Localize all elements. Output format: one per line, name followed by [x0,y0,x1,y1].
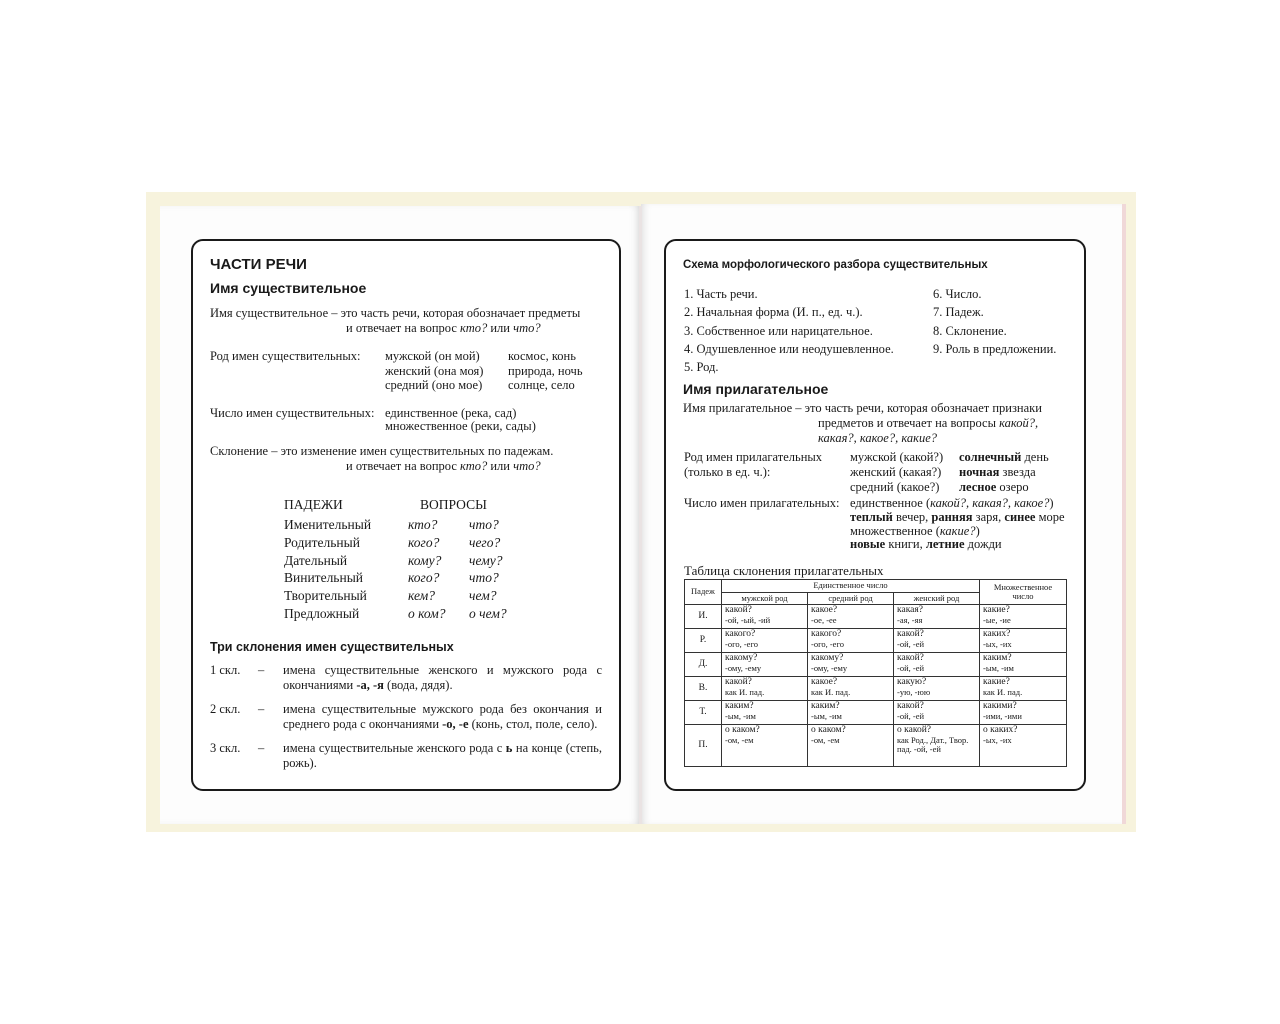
table-row [685,653,1067,677]
adjective-definition-line2: предметов и отвечает на вопросы какой?, [818,416,1039,430]
case-name: Винительный [284,570,363,585]
declension-dash: – [258,663,265,677]
table-row [685,725,1067,767]
cell-masculine: какой? как И. пад. [722,677,808,701]
header-neuter: средний род [808,592,894,605]
cell-feminine: какой? -ой, -ей [894,629,980,653]
noun-definition-line1: Имя существительное – это часть речи, которая обозначает предметы [210,306,581,320]
table-row [685,701,1067,725]
scheme-item: 5. Род. [684,360,719,374]
gender-f-examples: природа, ночь [508,364,583,378]
adj-gender-m: мужской (какой?) [850,450,944,464]
table-row [685,677,1067,701]
cell-masculine: какому? -ому, -ему [722,653,808,677]
noun-number-label: Число имен существительных: [210,406,375,420]
adj-gender-f-example: ночная звезда [959,465,1036,479]
page-title: ЧАСТИ РЕЧИ [210,256,307,273]
scheme-item: 1. Часть речи. [684,287,758,301]
row-case: И. [685,605,722,629]
cell-feminine: какую? -ую, -юю [894,677,980,701]
scheme-item: 6. Число. [933,287,982,301]
scheme-item: 3. Собственное или нарицательное. [684,324,873,338]
cell-masculine: о каком? -ом, -ем [722,725,808,767]
case-question-inanimate: что? [469,570,499,585]
adj-gender-f: женский (какая?) [850,465,942,479]
case-question-inanimate: о чем? [469,606,507,621]
adj-number-singular: единственное (какой?, какая?, какое?) [850,496,1054,510]
adj-gender-n: средний (какое?) [850,480,940,494]
scheme-heading: Схема морфологического разбора существительных [683,259,988,271]
adjective-gender-note: (только в ед. ч.): [684,465,771,479]
declension-label: 1 скл. [210,663,241,677]
adjective-gender-label: Род имен прилагательных [684,450,823,464]
cell-feminine: о какой? как Род., Дат., Твор. пад. -ой, -ей [894,725,980,767]
case-question-inanimate: что? [469,517,499,532]
noun-definition-line2: и отвечает на вопрос кто? или что? [346,321,541,335]
adj-number-singular-examples: теплый вечер, ранняя заря, синее море [850,510,1065,524]
case-question-animate: кто? [408,517,438,532]
case-name: Дательный [284,553,348,568]
adjective-definition-line3: какая?, какое?, какие? [818,431,938,445]
header-feminine: женский род [894,592,980,605]
declension-description: имена существительные женского рода с ь на конце (степь, рожь). [283,741,602,770]
scheme-item: 8. Склонение. [933,324,1007,338]
cell-plural: каких? -ых, -их [980,629,1067,653]
case-question-animate: кем? [408,588,435,603]
gender-m: мужской (он мой) [385,349,480,363]
cell-masculine: какой? -ой, -ый, -ий [722,605,808,629]
declension-label: 3 скл. [210,741,241,755]
case-name: Именительный [284,517,372,532]
questions-header: ВОПРОСЫ [420,497,487,512]
cell-plural: какие? -ые, -ие [980,605,1067,629]
adjective-definition-line1: Имя прилагательное – это часть речи, которая обозначает признаки [683,401,1042,415]
gender-f: женский (она моя) [385,364,484,378]
cell-plural: какие? как И. пад. [980,677,1067,701]
header-masculine: мужской род [722,592,808,605]
declension-description: имена существительные мужского рода без окончания и среднего рода с окончаниями -о, -е (конь, стол, поле, село). [283,702,602,731]
cell-neuter: о каком? -ом, -ем [808,725,894,767]
adj-number-plural-examples: новые книги, летние дожди [850,537,1002,551]
declension-description: имена существительные женского и мужского рода с окончаниями -а, -я (вода, дядя). [283,663,602,692]
book-spine [639,206,642,824]
table-header-row [685,580,1067,593]
case-question-inanimate: чего? [469,535,501,550]
cell-masculine: каким? -ым, -им [722,701,808,725]
number-plural: множественное (реки, сады) [385,419,536,433]
case-name: Родительный [284,535,360,550]
cell-neuter: какое? -ое, -ее [808,605,894,629]
case-name: Творительный [284,588,367,603]
row-case: П. [685,725,722,767]
cell-feminine: какая? -ая, -яя [894,605,980,629]
gender-m-examples: космос, конь [508,349,576,363]
header-case: Падеж [685,580,722,605]
adj-gender-n-example: лесное озеро [959,480,1029,494]
cell-plural: каким? -ым, -им [980,653,1067,677]
declension-label: 2 скл. [210,702,241,716]
table-row [685,605,1067,629]
case-name: Предложный [284,606,360,621]
three-declensions-heading: Три склонения имен существительных [210,640,454,654]
scheme-item: 9. Роль в предложении. [933,342,1057,356]
header-plural: Множественное число [980,580,1067,605]
scheme-item: 2. Начальная форма (И. п., ед. ч.). [684,305,863,319]
case-question-inanimate: чем? [469,588,497,603]
declension-definition-line2: и отвечает на вопрос кто? или что? [346,459,541,473]
gender-n-examples: солнце, село [508,378,575,392]
row-case: В. [685,677,722,701]
cell-neuter: какого? -ого, -его [808,629,894,653]
header-singular: Единственное число [722,580,980,593]
cell-masculine: какого? -ого, -его [722,629,808,653]
cell-plural: какими? -ими, -ими [980,701,1067,725]
noun-heading: Имя существительное [210,280,367,296]
declension-dash: – [258,702,265,716]
case-question-animate: кого? [408,535,440,550]
scheme-item: 4. Одушевленное или неодушевленное. [684,342,894,356]
cell-feminine: какой? -ой, -ей [894,653,980,677]
adj-number-plural: множественное (какие?) [850,524,980,538]
case-question-animate: кому? [408,553,442,568]
cell-neuter: какое? как И. пад. [808,677,894,701]
adj-gender-m-example: солнечный день [959,450,1049,464]
number-singular: единственное (река, сад) [385,406,517,420]
page-edge [1122,204,1126,824]
table-row [685,629,1067,653]
case-question-inanimate: чему? [469,553,503,568]
scheme-item: 7. Падеж. [933,305,984,319]
cell-plural: о каких? -ых, -их [980,725,1067,767]
adjective-heading: Имя прилагательное [683,381,829,397]
case-question-animate: о ком? [408,606,446,621]
row-case: Д. [685,653,722,677]
adjective-declension-table [684,579,1067,767]
declension-table-title: Таблица склонения прилагательных [684,563,884,578]
noun-gender-label: Род имен существительных: [210,349,361,363]
cases-header: ПАДЕЖИ [284,497,343,512]
case-question-animate: кого? [408,570,440,585]
declension-dash: – [258,741,265,755]
row-case: Р. [685,629,722,653]
cell-neuter: какому? -ому, -ему [808,653,894,677]
adjective-number-label: Число имен прилагательных: [684,496,840,510]
row-case: Т. [685,701,722,725]
gender-n: средний (оно мое) [385,378,483,392]
cell-neuter: каким? -ым, -им [808,701,894,725]
cell-feminine: какой? -ой, -ей [894,701,980,725]
declension-definition-line1: Склонение – это изменение имен существительных по падежам. [210,444,554,458]
